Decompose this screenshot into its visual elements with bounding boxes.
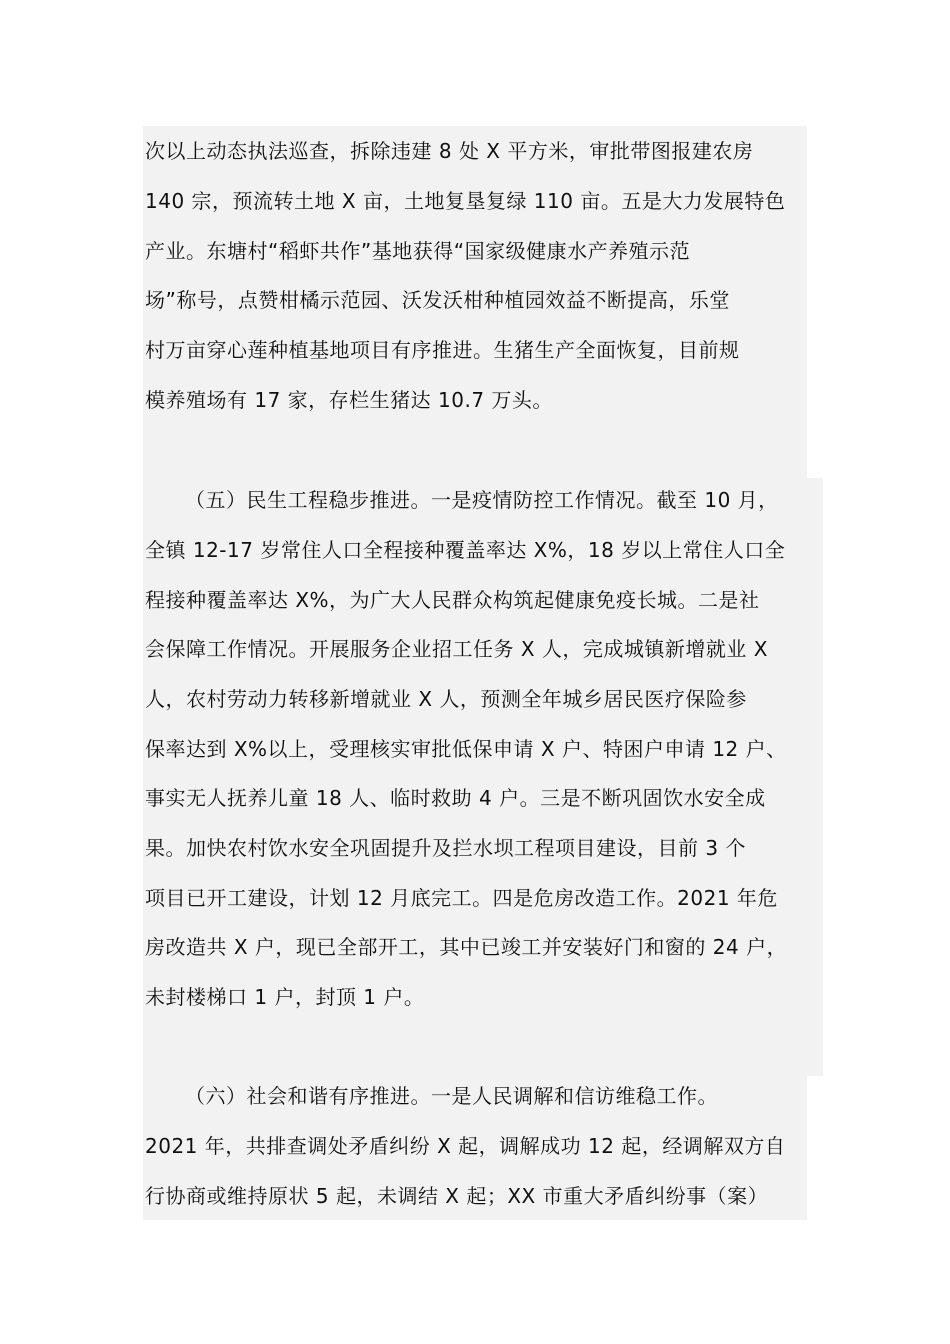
text-line: 产业。东塘村“稻虾共作”基地获得“国家级健康水产养殖示范 xyxy=(145,239,691,263)
text-line: 人，农村劳动力转移新增就业 X 人，预测全年城乡居民医疗保险参 xyxy=(145,687,747,711)
text-line: 程接种覆盖率达 X%，为广大人民群众构筑起健康免疫长城。二是社 xyxy=(145,588,760,612)
section-heading-line: （六）社会和谐有序推进。一是人民调解和信访维稳工作。 xyxy=(185,1084,718,1108)
text-line: 村万亩穿心莲种植基地项目有序推进。生猪生产全面恢复，目前规 xyxy=(145,338,740,362)
text-line: 项目已开工建设，计划 12 月底完工。四是危房改造工作。2021 年危 xyxy=(145,886,778,910)
text-line: 2021 年，共排查调处矛盾纠纷 X 起，调解成功 12 起，经调解双方自 xyxy=(145,1134,786,1158)
text-line: 次以上动态执法巡查，拆除违建 8 处 X 平方米，审批带图报建农房 xyxy=(145,139,754,163)
text-line: 场”称号，点赞柑橘示范园、沃发沃柑种植园效益不断提高，乐堂 xyxy=(145,288,730,312)
text-line: 140 宗，预流转土地 X 亩，土地复垦复绿 110 亩。五是大力发展特色 xyxy=(145,189,786,213)
section-heading-line: （五）民生工程稳步推进。一是疫情防控工作情况。截至 10 月， xyxy=(185,488,779,512)
text-line: 行协商或维持原状 5 起，未调结 X 起；XX 市重大矛盾纠纷事（案） xyxy=(145,1184,769,1208)
text-line: 会保障工作情况。开展服务企业招工任务 X 人，完成城镇新增就业 X xyxy=(145,637,768,661)
text-line: 未封楼梯口 1 户，封顶 1 户。 xyxy=(145,985,425,1009)
text-line: 房改造共 X 户，现已全部开工，其中已竣工并安装好门和窗的 24 户， xyxy=(145,935,788,959)
text-line: 事实无人抚养儿童 18 人、临时救助 4 户。三是不断巩固饮水安全成 xyxy=(145,786,766,810)
text-line: 保率达到 X%以上，受理核实审批低保申请 X 户、特困户申请 12 户、 xyxy=(145,737,787,761)
text-line: 全镇 12-17 岁常住人口全程接种覆盖率达 X%，18 岁以上常住人口全 xyxy=(145,538,786,562)
text-line: 果。加快农村饮水安全巩固提升及拦水坝工程项目建设，目前 3 个 xyxy=(145,836,746,860)
text-line: 模养殖场有 17 家，存栏生猪达 10.7 万头。 xyxy=(145,388,553,412)
